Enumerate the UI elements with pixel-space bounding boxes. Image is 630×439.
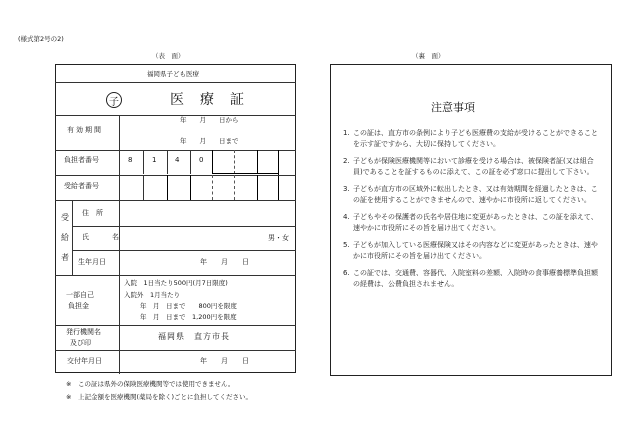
issuer-value: 福岡県 直方市長 — [158, 332, 230, 341]
payer-number-label: 負担者番号 — [64, 156, 99, 164]
child-badge: 子 — [106, 92, 122, 108]
recipient-vertical-1: 受 — [61, 213, 69, 222]
notes-title: 注意事項 — [431, 101, 475, 114]
birth-value: 年 月 日 — [200, 258, 249, 266]
recipient-number-label: 受給者番号 — [64, 182, 99, 190]
note-item: 2. 子どもが保険医療機関等において診療を受ける場合は、被保険者証(又は組合員)であることを証するものに添えて、この証を必ず窓口に提出して下さい。 — [343, 157, 594, 176]
note-item: 3. 子どもが直方市の区域外に転出したとき、又は有効期間を経過したときは、この証を使用することができませんので、速やかに市役所に返してください。 — [343, 185, 598, 204]
validity-from: 年 月 日から — [180, 116, 239, 124]
payer-digit: 8 — [128, 156, 133, 164]
card-title: 医 療 証 — [170, 92, 245, 108]
front-side-label: （表 面） — [152, 52, 185, 60]
note-item: 6. この証では、交通費、容器代、入院室料の差額、入院時の食事療養標準負担額の経費は、公費負担されません。 — [343, 269, 598, 288]
payer-digit: 4 — [175, 156, 180, 164]
note-item: 1. この証は、直方市の条例により子ども医療費の支給が受けることができることを示す証ですから、大切に保持してください。 — [343, 129, 598, 148]
recipient-vertical-3: 者 — [61, 253, 69, 262]
footnote: ※ この証は県外の保険医療機関等では使用できません。 — [66, 380, 235, 388]
copay-line: 年 月 日まで 1,200円を限度 — [140, 313, 237, 321]
issuer-label-1: 発行機関名 — [66, 328, 101, 336]
recipient-vertical-2: 給 — [61, 233, 69, 242]
note-item: 4. 子どもやその保護者の氏名や居住地に変更があったときは、この証を添えて、速やかに市役所にその旨を届け出てください。 — [343, 213, 598, 232]
card-header: 福岡県子ども医療 — [147, 70, 199, 78]
front-card — [55, 64, 296, 373]
notes-list — [343, 128, 603, 296]
copay-label-1: 一部自己 — [66, 291, 94, 299]
copay-line: 入院 1日当たり500円(月7日限度) — [124, 279, 228, 287]
payer-digit: 1 — [152, 156, 157, 164]
note-item: 5. 子どもが加入している医療保険又はその内容などに変更があったときは、速やかに市役所にその旨を届け出てください。 — [343, 241, 598, 260]
address-label: 住 所 — [82, 209, 103, 217]
payer-digit: 0 — [199, 156, 204, 164]
form-number: (様式第2号の2) — [18, 35, 64, 43]
sex-value: 男・女 — [268, 234, 289, 242]
validity-label: 有効期間 — [67, 126, 103, 134]
footnote: ※ 上記金額を医療機関(薬局を除く)ごとに負担してください。 — [66, 393, 253, 401]
back-side-label: （裏 面） — [412, 52, 445, 60]
issue-date-value: 年 月 日 — [200, 357, 249, 365]
copay-label-2: 負担金 — [68, 302, 89, 310]
issuer-label-2: 及び印 — [70, 339, 91, 347]
birth-label: 生年月日 — [78, 258, 106, 266]
copay-line: 年 月 日まで 800円を限度 — [140, 302, 237, 310]
validity-to: 年 月 日まで — [180, 137, 239, 145]
issue-date-label: 交付年月日 — [67, 357, 102, 365]
name-label: 氏 名 — [82, 233, 127, 241]
copay-line: 入院外 1月当たり — [124, 291, 181, 299]
